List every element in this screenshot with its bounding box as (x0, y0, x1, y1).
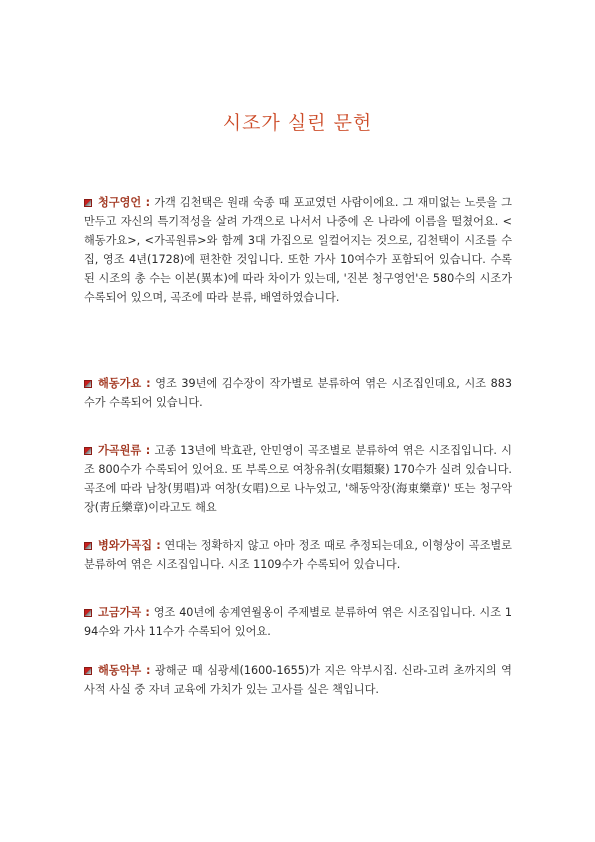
entry-haedong-akbu (84, 661, 512, 699)
bullet-icon (84, 542, 92, 550)
bullet-icon (84, 447, 92, 455)
entry-byeongwa-gagokjip (84, 536, 512, 574)
entry-term: 병와가곡집 : (98, 539, 161, 552)
entry-term: 해동악부 : (98, 664, 151, 677)
entry-term: 청구영언 : (98, 196, 151, 209)
entry-text: 고종 13년에 박효관, 안민영이 곡조별로 분류하여 엮은 시조집입니다. 시조 800수가 수록되어 있어요. 또 부록으로 여창유취(女唱類聚) 170수가 실려 있습니다. 곡조에 따라 남창(男唱)과 여창(女唱)으로 나누었고, '해동악장(海東樂章)' 또는 청구악장(靑丘樂章)이라고도 해요 (84, 444, 512, 514)
entry-term: 해동가요 : (98, 377, 151, 390)
entry-term: 가곡원류 : (98, 444, 151, 457)
bullet-icon (84, 667, 92, 675)
entry-gogeum-gagok (84, 603, 512, 641)
entry-text: 연대는 정확하지 않고 아마 정조 때로 추정되는데요, 이형상이 곡조별로 분류하여 엮은 시조집입니다. 시조 1109수가 수록되어 있습니다. (84, 539, 512, 571)
entry-haedong-gayo (84, 374, 512, 412)
entry-cheonggu-yeongeon (84, 193, 512, 307)
entry-gagok-wonryu (84, 441, 512, 517)
entry-text: 광해군 때 심광세(1600-1655)가 지은 악부시집. 신라-고려 초까지의 역사적 사실 중 자녀 교육에 가치가 있는 고사를 실은 책입니다. (84, 664, 512, 696)
bullet-icon (84, 609, 92, 617)
page-title: 시조가 실린 문헌 (222, 112, 373, 134)
entry-term: 고금가곡 : (98, 606, 150, 619)
bullet-icon (84, 380, 92, 388)
entry-text: 가객 김천택은 원래 숙종 때 포교였던 사람이에요. 그 재미없는 노릇을 그만두고 자신의 특기적성을 살려 가객으로 나서서 나중에 온 나라에 이름을 떨쳤어요. <해동가요>, <가곡원류>와 함께 3대 가집으로 일컬어지는 것으로, 김천택이 시조를 수집, 영조 4년(1728)에 편찬한 것입니다. 또한 가사 10여수가 포함되어 있습니다. 수록된 시조의 총 수는 이본(異本)에 따라 차이가 있는데, '진본 청구영언'은 580수의 시조가 수록되어 있으며, 곡조에 따라 분류, 배열하였습니다. (84, 196, 512, 304)
entry-text: 영조 39년에 김수장이 작가별로 분류하여 엮은 시조집인데요, 시조 883수가 수록되어 있습니다. (84, 377, 512, 409)
entry-text: 영조 40년에 송계연월옹이 주제별로 분류하여 엮은 시조집입니다. 시조 194수와 가사 11수가 수록되어 있어요. (84, 606, 512, 638)
bullet-icon (84, 199, 92, 207)
